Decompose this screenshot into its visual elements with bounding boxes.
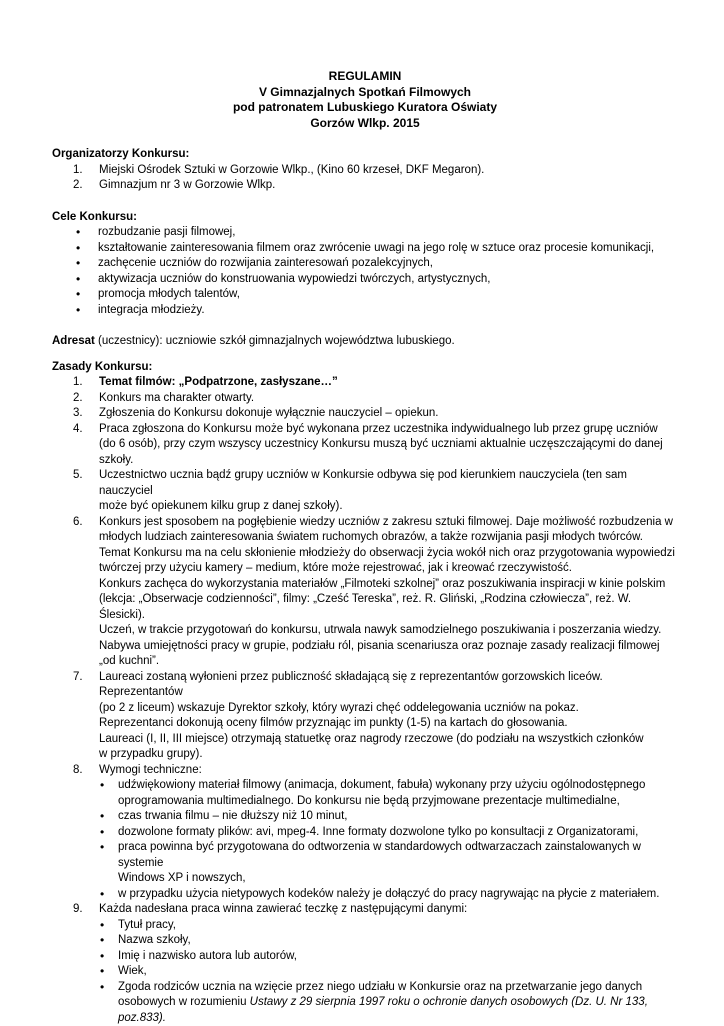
rule-item-7: 7. Laureaci zostaną wyłonieni przez publiczność składającą się z reprezentantów gorzowskich liceów. Reprezentantów (po 2 z liceum) wskazuje Dyrektor szkoły, który wyrazi chęć oddelegowania uczniów na pokaz. Reprezentanci dokonują oceny filmów przyznając im punkty (1-5) na kartach do głosowania. Laureaci (I, II, III miejsce) otrzymają statuetkę oraz nagrody rzeczowe (do podziału na wszystkich członków w przypadku grupy).: [52, 670, 678, 763]
addressee-label: Adresat: [52, 335, 95, 347]
tech-requirement-item: • czas trwania filmu – nie dłuższy niż 10 minut,: [52, 809, 678, 825]
header-patronage: pod patronatem Lubuskiego Kuratora Oświaty: [52, 100, 678, 116]
tech-requirement-item: • dozwolone formaty plików: avi, mpeg-4. Inne formaty dozwolone tylko po konsultacji z Organizatorami,: [52, 825, 678, 841]
rule-item-4: 4. Praca zgłoszona do Konkursu może być wykonana przez uczestnika indywidualnego lub przez grupę uczniów (do 6 osób), przy czym wszyscy uczestnicy Konkursu muszą być uczniami aktualnie uczęszczającymi do danej szkoły.: [52, 422, 678, 469]
submission-data-item: • Zgoda rodziców ucznia na wzięcie przez niego udziału w Konkursie oraz na przetwarzanie jego danych osobowych w rozumieniu Ustawy z 29 sierpnia 1997 roku o ochronie danych osobowych (Dz. U. Nr 133, poz.833).: [52, 980, 678, 1026]
submission-data-item: • Nazwa szkoły,: [52, 933, 678, 949]
rule-item-5: 5. Uczestnictwo ucznia bądź grupy uczniów w Konkursie odbywa się pod kierunkiem nauczyciela (ten sam nauczyciel może być opiekunem kilku grup z danej szkoły).: [52, 468, 678, 515]
submission-data-item: • Wiek,: [52, 964, 678, 980]
rule-item-8: 8. Wymogi techniczne:: [52, 763, 678, 779]
submission-data-item: • Imię i nazwisko autora lub autorów,: [52, 949, 678, 965]
goal-item: • rozbudzanie pasji filmowej,: [52, 225, 678, 241]
tech-requirement-item: • udźwiękowiony materiał filmowy (animacja, dokument, fabuła) wykonany przy użyciu ogólnodostępnego oprogramowania multimedialnego. Do konkursu nie będą przyjmowane prezentacje multimedialne,: [52, 778, 678, 809]
organizer-item: 2. Gimnazjum nr 3 w Gorzowie Wlkp.: [52, 178, 678, 194]
addressee-text: (uczestnicy): uczniowie szkół gimnazjalnych województwa lubuskiego.: [95, 335, 455, 347]
tech-requirement-item: • w przypadku użycia nietypowych kodeków należy je dołączyć do pracy nagrywając na płycie z materiałem.: [52, 887, 678, 903]
goals-heading: Cele Konkursu:: [52, 210, 678, 226]
goal-item: • integracja młodzieży.: [52, 303, 678, 319]
goal-item: • promocja młodych talentów,: [52, 287, 678, 303]
tech-requirement-item: • praca powinna być przygotowana do odtworzenia w standardowych odtwarzaczach zainstalowanych w systemie Windows XP i nowszych,: [52, 840, 678, 887]
submission-data-item: • Tytuł pracy,: [52, 918, 678, 934]
rule-item-6: 6. Konkurs jest sposobem na pogłębienie wiedzy uczniów z zakresu sztuki filmowej. Daje możliwość rozbudzenia w młodych ludziach zainteresowania światem ruchomych obrazów, a także rozwijania pasji młodych twórców. Temat Konkursu ma na celu skłonienie młodzieży do obserwacji życia wokół nich oraz przygotowania wypowiedzi twórczej przy użyciu kamery – medium, które może rejestrować, jak i kreować rzeczywistość. Konkurs zachęca do wykorzystania materiałów „Filmoteki szkolnej” oraz poszukiwania inspiracji w kinie polskim (lekcja: „Obserwacje codzienności”, filmy: „Cześć Tereska”, reż. R. Gliński, „Rodzina człowiecza”, reż. W. Ślesicki). Uczeń, w trakcie przygotowań do konkursu, utrwala nawyk samodzielnego poszukiwania i poszerzania wiedzy. Nabywa umiejętności pracy w grupie, podziału ról, pisania scenariusza oraz poznaje zasady realizacji filmowej „od kuchni”.: [52, 515, 678, 670]
rule-item-9: 9. Każda nadesłana praca winna zawierać teczkę z następującymi danymi:: [52, 902, 678, 918]
document-header: [52, 69, 678, 131]
organizers-heading: Organizatorzy Konkursu:: [52, 147, 678, 163]
rule-item-3: 3. Zgłoszenia do Konkursu dokonuje wyłącznie nauczyciel – opiekun.: [52, 406, 678, 422]
rule-item-2: 2. Konkurs ma charakter otwarty.: [52, 391, 678, 407]
document-page: [52, 69, 678, 1026]
goal-item: • aktywizacja uczniów do konstruowania wypowiedzi twórczych, artystycznych,: [52, 272, 678, 288]
goal-item: • zachęcenie uczniów do rozwijania zainteresowań pozalekcyjnych,: [52, 256, 678, 272]
addressee-paragraph: [52, 334, 678, 350]
organizer-item: 1. Miejski Ośrodek Sztuki w Gorzowie Wlkp., (Kino 60 krzeseł, DKF Megaron).: [52, 163, 678, 179]
law-citation: Ustawy z 29 sierpnia 1997 roku o ochronie danych osobowych (Dz. U. Nr 133, poz.833).: [118, 996, 648, 1024]
header-place-year: Gorzów Wlkp. 2015: [52, 116, 678, 132]
rule-item-1: 1. Temat filmów: „Podpatrzone, zasłyszane…”: [52, 375, 678, 391]
goal-item: • kształtowanie zainteresowania filmem oraz zwrócenie uwagi na jego rolę w sztuce oraz procesie komunikacji,: [52, 241, 678, 257]
rules-heading: Zasady Konkursu:: [52, 360, 678, 376]
header-event-name: V Gimnazjalnych Spotkań Filmowych: [52, 85, 678, 101]
header-title: REGULAMIN: [52, 69, 678, 85]
